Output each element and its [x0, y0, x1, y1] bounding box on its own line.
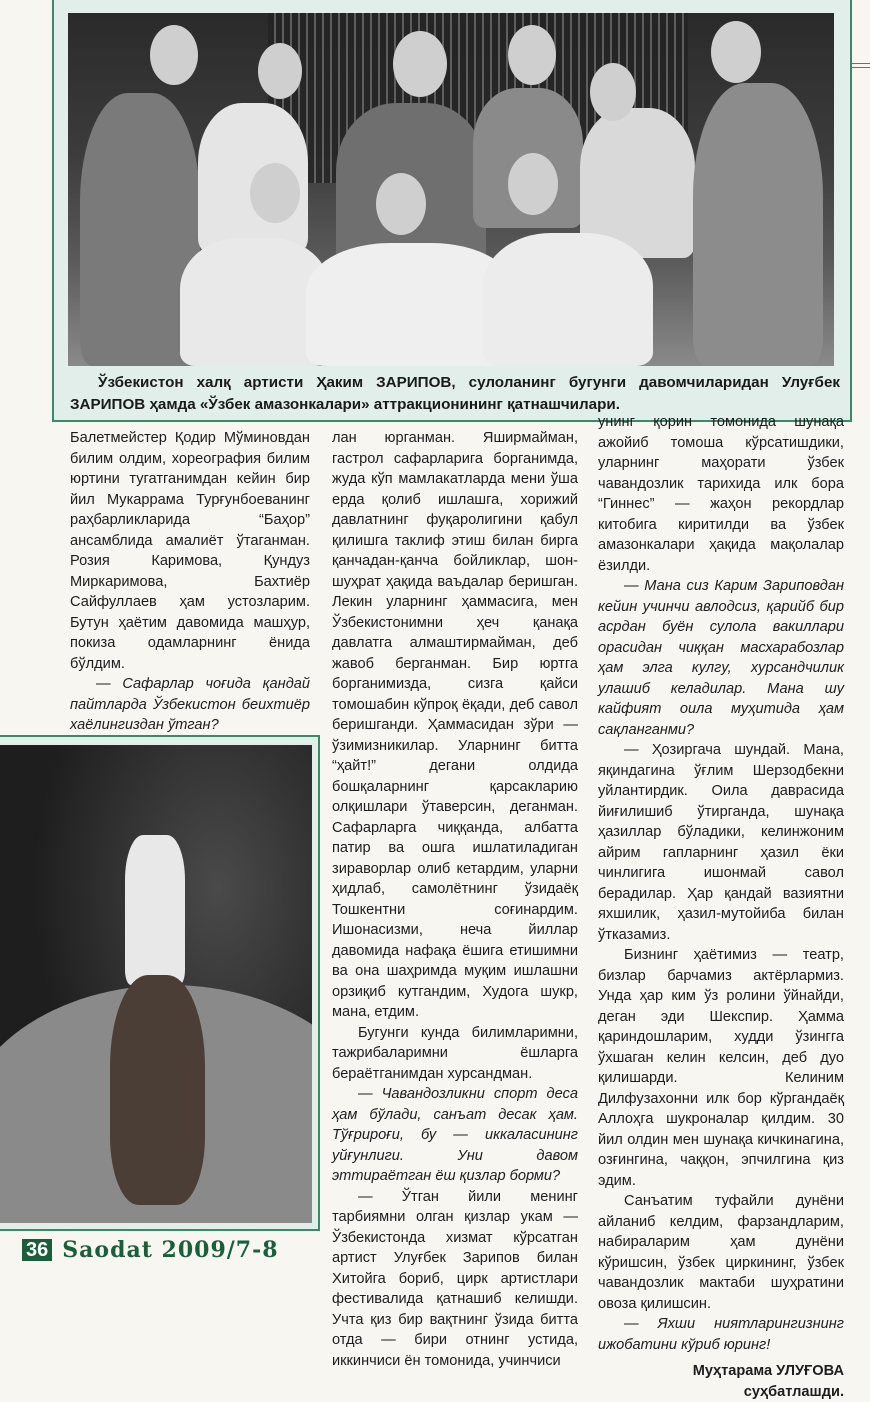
person-head [393, 31, 447, 97]
page-footer [22, 1237, 279, 1263]
person-head [150, 25, 198, 85]
article-column-3 [598, 412, 844, 1402]
interview-answer: — Ўтган йили менинг тарбиямни олган қизлар укам — Ўзбекистонда хизмат кўрсатган артист Улуғбек Зарипов билан Хитойга бориб, цирк артистлари фестивалида қатнашиб келишди. Учта қиз бир вақтнинг ўзида битта отда — бири отнинг устида, иккинчиси ён томонида, учинчиси [332, 1187, 578, 1372]
photo-caption [70, 372, 840, 416]
author-signature [598, 1361, 844, 1402]
article-column-2 [332, 428, 578, 1371]
article-column-1 [70, 428, 310, 777]
person-head [508, 153, 558, 215]
person-head [376, 173, 426, 235]
caption-text: Ўзбекистон халқ артисти Ҳаким ЗАРИПОВ, сулоланинг бугунги давомчиларидан Улуғбек ЗАРИПОВ ҳамда «Ўзбек амазонкалари» аттракционининг қатнашчилари. [70, 372, 840, 416]
paragraph: Балетмейстер Қодир Мўминовдан билим олдим, хореография билим юртини тугатганимдан кейин бир йил Мукаррама Турғунбоеванинг раҳбарликларида “Баҳор” ансамблида амалиёт ўтаганман. Розия Каримова, Қундуз Миркаримова, Бахтиёр Сайфуллаев ҳам устозларим. Бутун ҳаётим давомида машҳур, покиза одамларнинг ёнида бўлдим. [70, 428, 310, 674]
person-head [250, 163, 300, 223]
paragraph: Бугунги кунда билимларимни, тажрибаларимни ёшларга бераётганимдан хурсандман. [332, 1023, 578, 1085]
magazine-issue: Saodat 2009/7-8 [62, 1237, 278, 1263]
person-figure [483, 233, 653, 366]
page-number: 36 [22, 1239, 52, 1261]
horse-figure [110, 975, 205, 1205]
interview-answer: — Ҳозиргача шундай. Мана, яқиндагина ўғлим Шерзодбекни уйлантирдик. Оила даврасида йиғилишиб ўтирганда, шунақа ҳазиллар бўладики, келинжоним айрим гапларнинг ҳазил ёки чинлигига ишонмай савол берадилар. Ҳар қандай вазиятни яхшилик, ҳазил-мутойиба билан ўтказамиз. [598, 740, 844, 945]
person-head [590, 63, 636, 121]
paragraph: лан юрганман. Яширмайман, гастрол сафарларига борганимда, жуда кўп мамлакатларда мени ўша ерда қолиб ишлашга, хорижий давлатнинг фуқаролигини қабул қилишга таклиф этиш билан бирга қанчадан-қанча бойликлар, шон-шуҳрат ҳақида ваъдалар беришган. Лекин уларнинг ҳаммасига, мен Ўзбекистонимни ҳеч қанақа давлатга алмаштирмайман, деб жавоб берганман. Бир юртга борганимизда, сизга қайси томошабин кўпроқ ёқади, деб савол беришганди. Ҳаммасидан зўри — ўзимизникилар. Уларнинг битта “ҳайт!” дегани олдида бошқаларнинг қарсакларию олқишлари ўтаверсин, деганман. Сафарларга чиққанда, албатта патир ва ошга ишлатиладиган зираворлар олиб кетардим, уларни ҳидлаб, самолётнинг ўзидаёқ Тошкентни соғинардим. Ишонасизми, неча йиллар давомида нафақа ёшига етишимни ва она шаҳримда муқим ишлашни орзиқиб кутгандим, Худога шукр, мана, етдим. [332, 428, 578, 1023]
author-role: суҳбатлашди. [598, 1382, 844, 1402]
paragraph: Бизнинг ҳаётимиз — театр, бизлар барчамиз актёрлармиз. Унда ҳар ким ўз ролини ўйнайди, деган эди Шекспир. Ҳамма қариндошларим, худди ўзингга ўхшаган келин келсин, деб дуо қилишарди. Келиним Дилфузахонни илк бор кўргандаёқ Аллоҳга шукроналар қилдим. 30 йил олдин мен шунақа кичкинагина, озғингина, чаққон, эпчилгина қиз эдим. [598, 945, 844, 1191]
decorative-rule [852, 63, 870, 68]
person-head [508, 25, 556, 85]
rider-figure [125, 835, 185, 985]
author-name: Муҳтарама УЛУҒОВА [598, 1361, 844, 1382]
group-photo [68, 13, 834, 366]
horse-rider-photo [0, 745, 312, 1223]
interview-question: — Мана сиз Карим Зариповдан кейин учинчи авлодсиз, қарийб бир асрдан буён сулола вакиллари орасидан чиққан масхарабозлар ҳам элга кулгу, хурсандчилик улашиб келадилар. Мана шу кайфият оила муҳитида ҳам сақланганми? [598, 576, 844, 740]
person-head [711, 21, 761, 83]
person-figure [693, 83, 823, 366]
paragraph: Санъатим туфайли дунёни айланиб келдим, фарзандларим, набираларим ҳам дунёни кўришсин, ўзбек циркининг, ўзбек чавандозлик мактаби шуҳратини овоза қилишсин. [598, 1191, 844, 1314]
person-head [258, 43, 302, 99]
interview-question: — Сафарлар чоғида қандай пайтларда Ўзбекистон беихтиёр хаёлингиздан ўтган? [70, 674, 310, 736]
interview-question: — Чавандозликни спорт деса ҳам бўлади, санъат десак ҳам. Тўғрироғи, бу — иккаласининг уйғунлиги. Уни давом эттираётган ёш қизлар борми? [332, 1084, 578, 1187]
paragraph: унинг қорин томонида шунақа ажойиб томоша кўрсатишдики, уларнинг маҳорати ўзбек чавандозлик тарихида илк бора “Гиннес” — жаҳон рекордлар китобига киритилди ва ўзбек амазонкалари ҳақида мақолалар ёзилди. [598, 412, 844, 576]
interview-question: — Яхши ниятларингизнинг ижобатини кўриб юринг! [598, 1314, 844, 1355]
